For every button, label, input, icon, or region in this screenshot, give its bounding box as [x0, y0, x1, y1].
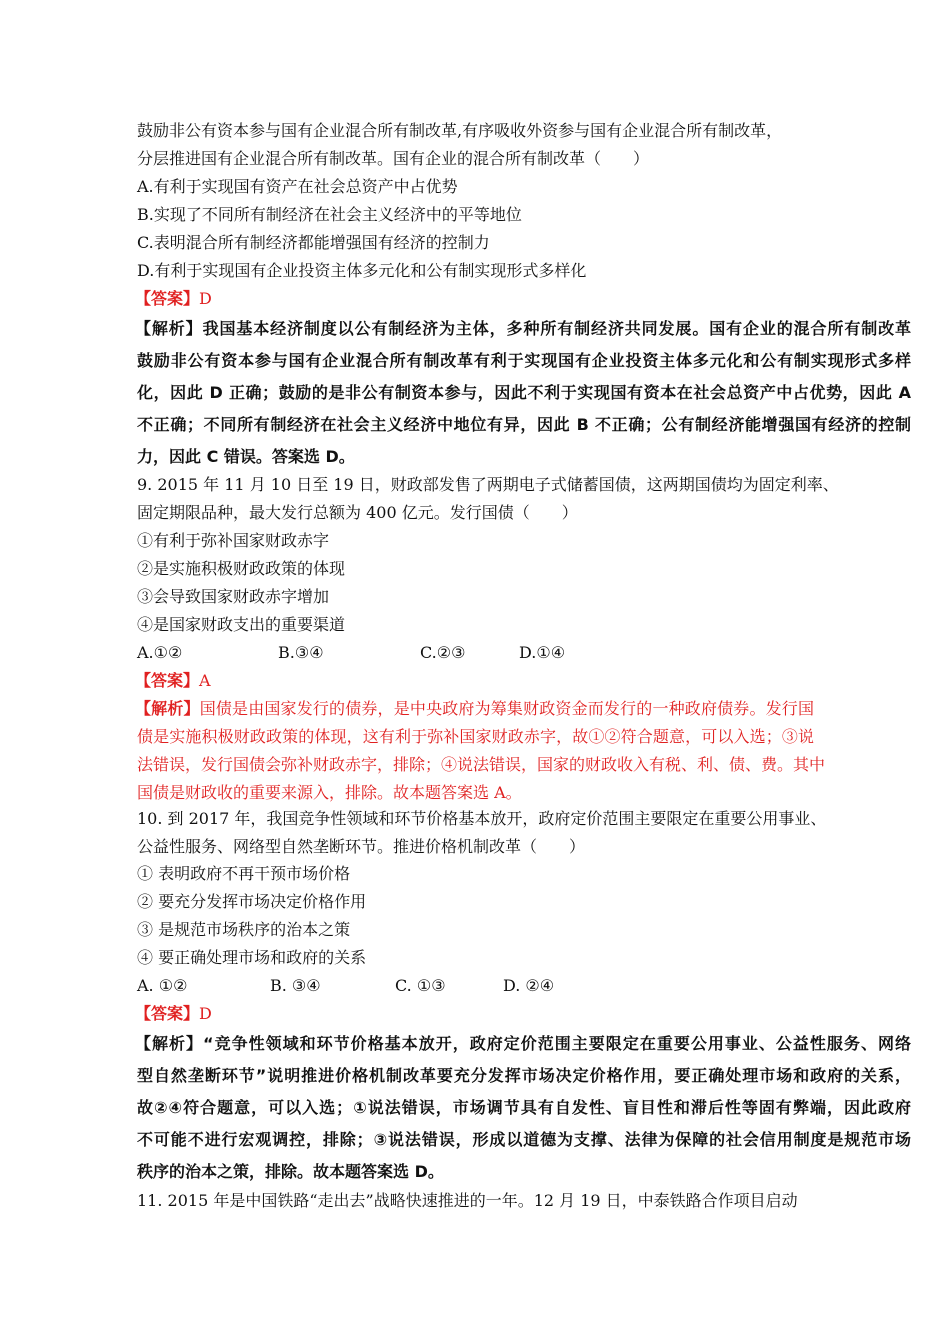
- q8-analysis-line-3: 化，因此 D 正确；鼓励的是非公有制资本参与，因此不利于实现国有资本在社会总资产中占优势，因此 A: [137, 383, 911, 402]
- q8-analysis-line-4: 不正确；不同所有制经济在社会主义经济中地位有异，因此 B 不正确；公有制经济能增强国有经济的控制: [137, 415, 911, 434]
- q10-stem-line-1: 10. 到 2017 年，我国竞争性领域和环节价格基本放开，政府定价范围主要限定在重要公用事业、: [137, 809, 827, 828]
- q9-item-1: ①有利于弥补国家财政赤字: [137, 531, 330, 550]
- q8-option-a: A.有利于实现国有资产在社会总资产中占优势: [137, 177, 458, 196]
- q9-answer-value: A: [199, 671, 211, 690]
- q10-choices: [137, 975, 554, 997]
- q9-choice-a: A.①②: [137, 643, 183, 662]
- q8-option-c: C.表明混合所有制经济都能增强国有经济的控制力: [137, 233, 490, 252]
- q9-item-4: ④是国家财政支出的重要渠道: [137, 615, 346, 634]
- q8-analysis-line-1: 【解析】我国基本经济制度以公有制经济为主体，多种所有制经济共同发展。国有企业的混合所有制改革: [135, 319, 911, 338]
- q10-answer: [135, 1003, 212, 1025]
- q10-choice-b: B. ③④: [270, 976, 321, 995]
- q10-choice-d: D. ②④: [503, 976, 555, 995]
- q10-analysis-line-1: 【解析】“竞争性领域和环节价格基本放开，政府定价范围主要限定在重要公用事业、公益性服务、网络: [135, 1034, 911, 1053]
- q9-analysis-tag: 【解析】: [135, 699, 200, 718]
- q9-stem-line-2: 固定期限品种，最大发行总额为 400 亿元。发行国债（ ）: [137, 503, 578, 522]
- q8-analysis-line-5: 力，因此 C 错误。答案选 D。: [137, 447, 355, 466]
- q10-item-4: ④ 要正确处理市场和政府的关系: [137, 948, 367, 967]
- q10-item-2: ② 要充分发挥市场决定价格作用: [137, 892, 367, 911]
- q9-choice-d: D.①④: [519, 643, 566, 662]
- q8-answer-value: D: [199, 289, 212, 308]
- q8-option-d: D.有利于实现国有企业投资主体多元化和公有制实现形式多样化: [137, 261, 587, 280]
- q8-answer: [135, 288, 212, 310]
- q8-option-b: B.实现了不同所有制经济在社会主义经济中的平等地位: [137, 205, 522, 224]
- q9-choice-b: B.③④: [278, 643, 324, 662]
- q10-item-1: ① 表明政府不再干预市场价格: [137, 864, 351, 883]
- q11-stem-line-1: 11. 2015 年是中国铁路“走出去”战略快速推进的一年。12 月 19 日，中泰铁路合作项目启动: [137, 1191, 798, 1210]
- q9-choice-c: C.②③: [420, 643, 466, 662]
- intro-line-2: 分层推进国有企业混合所有制改革。国有企业的混合所有制改革（ ）: [137, 149, 650, 168]
- q10-choice-c: C. ①③: [395, 976, 446, 995]
- q10-analysis-line-3: 故②④符合题意，可以入选；①说法错误，市场调节具有自发性、盲目性和滞后性等固有弊端，因此政府: [137, 1098, 911, 1117]
- q10-analysis-line-2: 型自然垄断环节”说明推进价格机制改革要充分发挥市场决定价格作用，要正确处理市场和政府的关系，: [137, 1066, 911, 1085]
- q9-stem-line-1: 9. 2015 年 11 月 10 日至 19 日，财政部发售了两期电子式储蓄国债，这两期国债均为固定利率、: [137, 475, 839, 494]
- q9-analysis-line-3: 法错误，发行国债会弥补财政赤字，排除；④说法错误，国家的财政收入有税、利、债、费。其中: [137, 755, 826, 774]
- q9-item-3: ③会导致国家财政赤字增加: [137, 587, 330, 606]
- q10-analysis-line-5: 秩序的治本之策，排除。故本题答案选 D。: [137, 1162, 444, 1181]
- q10-analysis-line-4: 不可能不进行宏观调控，排除；③说法错误，形成以道德为支撑、法律为保障的社会信用制度是规范市场: [137, 1130, 911, 1149]
- q10-analysis-tag: 【解析】: [135, 1034, 204, 1053]
- q9-analysis-line-2: 债是实施积极财政政策的体现，这有利于弥补国家财政赤字，故①②符合题意，可以入选；③说: [137, 727, 814, 746]
- q9-answer: [135, 670, 211, 692]
- q10-choice-a: A. ①②: [137, 976, 188, 995]
- q10-answer-value: D: [199, 1004, 212, 1023]
- q10-stem-line-2: 公益性服务、网络型自然垄断环节。推进价格机制改革（ ）: [137, 837, 586, 856]
- q10-item-3: ③ 是规范市场秩序的治本之策: [137, 920, 351, 939]
- q9-analysis-line-1: 【解析】国债是由国家发行的债券，是中央政府为筹集财政资金而发行的一种政府债券。发行国: [135, 699, 814, 718]
- q8-analysis-tag: 【解析】: [135, 319, 203, 338]
- q8-analysis-line-2: 鼓励非公有资本参与国有企业混合所有制改革有利于实现国有企业投资主体多元化和公有制实现形式多样: [137, 351, 911, 370]
- q9-answer-tag: 【答案】: [135, 671, 200, 690]
- q9-choices: [137, 642, 565, 664]
- q8-answer-tag: 【答案】: [135, 289, 200, 308]
- q10-answer-tag: 【答案】: [135, 1004, 200, 1023]
- intro-line-1: 鼓励非公有资本参与国有企业混合所有制改革,有序吸收外资参与国有企业混合所有制改革，: [137, 121, 783, 140]
- q9-analysis-line-4: 国债是财政收的重要来源入，排除。故本题答案选 A。: [137, 783, 522, 802]
- q9-item-2: ②是实施积极财政政策的体现: [137, 559, 346, 578]
